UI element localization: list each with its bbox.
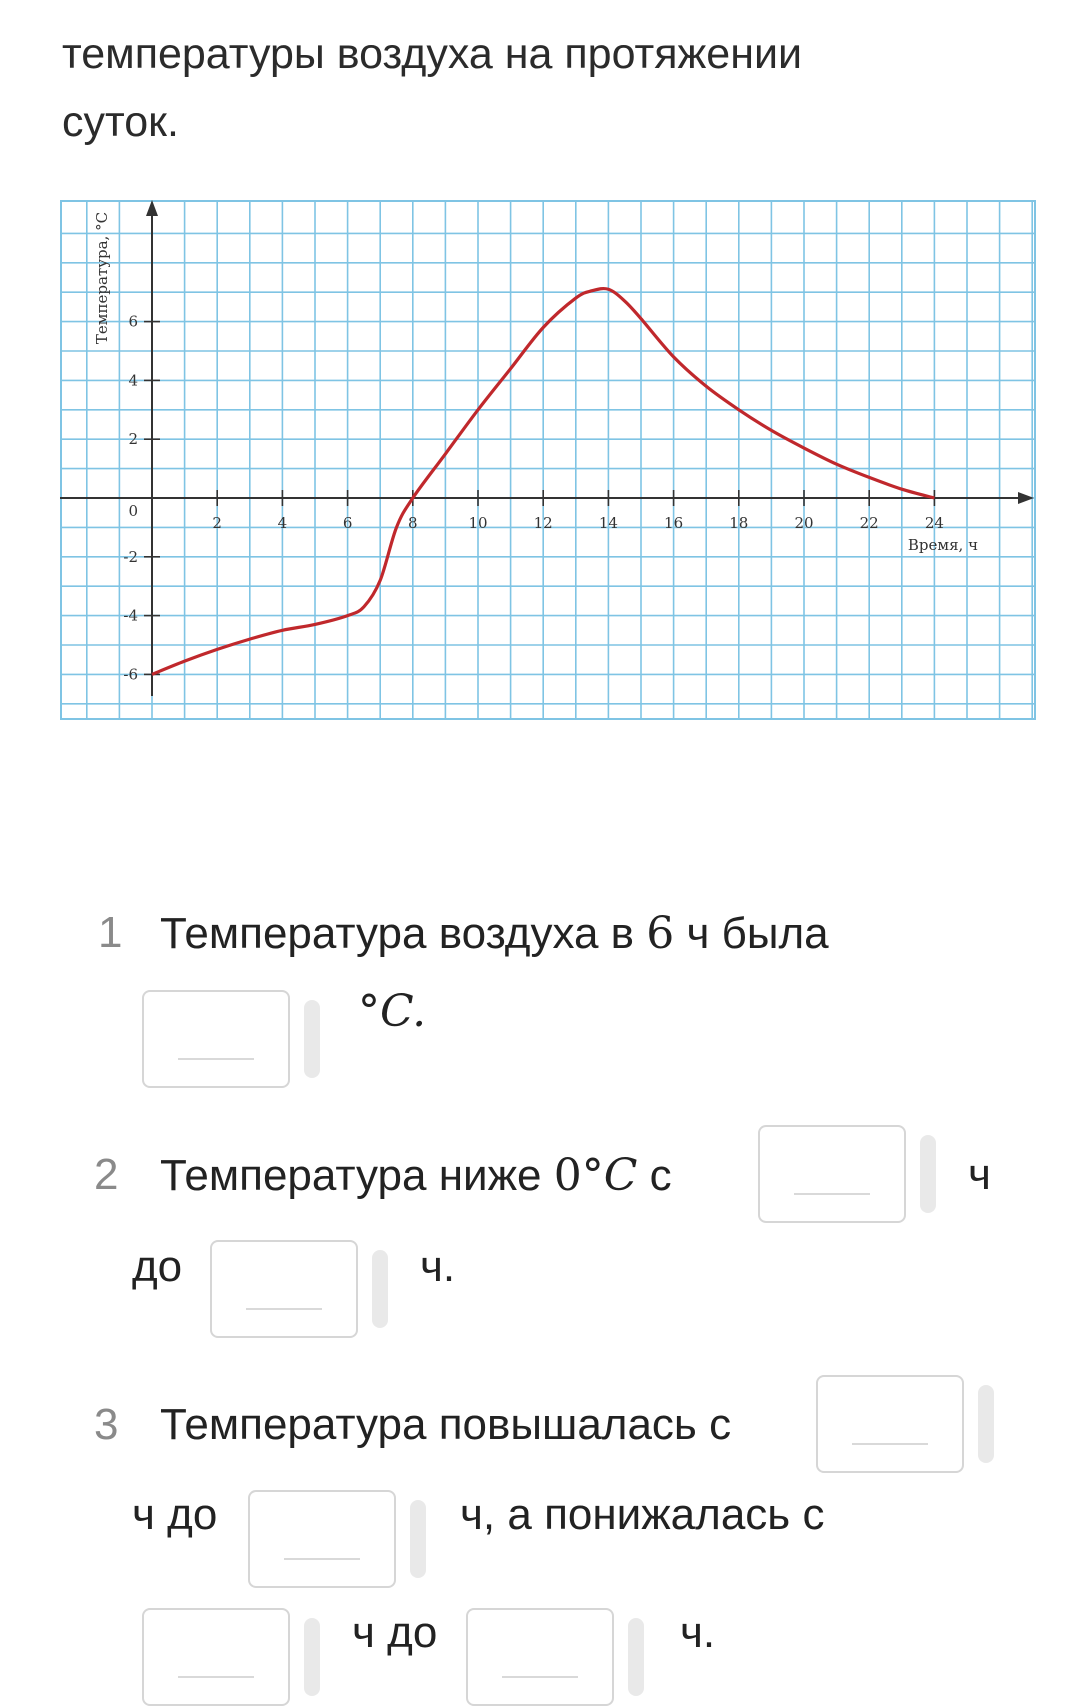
x-tick-label: 12 xyxy=(534,514,553,532)
question-3-number: 3 xyxy=(94,1400,118,1450)
x-tick-label: 6 xyxy=(343,514,353,532)
q2-to-handle[interactable] xyxy=(372,1250,388,1328)
temperature-chart xyxy=(60,200,1036,720)
y-tick-label: -6 xyxy=(123,665,138,683)
question-1-text xyxy=(160,908,829,959)
q2-text-c: ч xyxy=(968,1150,991,1200)
intro-text xyxy=(62,20,1022,156)
chart-grid xyxy=(60,200,1036,720)
q3-text-b: ч до xyxy=(132,1490,217,1540)
q3-rise-to-handle[interactable] xyxy=(410,1500,426,1578)
y-axis-label: Температура, °С xyxy=(93,212,111,344)
x-tick-label: 8 xyxy=(408,514,418,532)
intro-line-2: суток. xyxy=(62,88,1022,156)
q2-text-a: Температура ниже xyxy=(160,1151,542,1200)
q2-from-placeholder-line xyxy=(794,1193,870,1195)
q2-math-zero: 0 xyxy=(554,1150,582,1201)
q1-answer-placeholder-line xyxy=(178,1058,254,1060)
x-tick-label: 4 xyxy=(278,514,288,532)
q2-math-unit: °C xyxy=(582,1150,638,1201)
intro-line-1: температуры воздуха на протяжении xyxy=(62,20,1022,88)
x-tick-label: 18 xyxy=(729,514,748,532)
q1-math-hour: 6 xyxy=(646,908,674,959)
y-tick-label: -4 xyxy=(123,607,138,625)
q3-rise-from-input[interactable] xyxy=(816,1375,964,1473)
x-tick-label: 14 xyxy=(599,514,618,532)
q3-fall-from-placeholder-line xyxy=(178,1676,254,1678)
q1-unit: °C. xyxy=(358,986,426,1037)
q3-fall-from-handle[interactable] xyxy=(304,1618,320,1696)
q3-fall-from-input[interactable] xyxy=(142,1608,290,1706)
q3-text-e: ч. xyxy=(680,1608,715,1658)
q1-answer-handle[interactable] xyxy=(304,1000,320,1078)
x-tick-label: 22 xyxy=(860,514,879,532)
q2-to-placeholder-line xyxy=(246,1308,322,1310)
x-tick-label: 16 xyxy=(664,514,683,532)
grid-frame xyxy=(61,201,1035,719)
q2-from-handle[interactable] xyxy=(920,1135,936,1213)
y-tick-label: 2 xyxy=(128,430,138,448)
q3-rise-to-placeholder-line xyxy=(284,1558,360,1560)
q3-rise-from-placeholder-line xyxy=(852,1443,928,1445)
q2-from-input[interactable] xyxy=(758,1125,906,1223)
q1-text-b: ч была xyxy=(687,909,829,958)
q3-text-a: Температура повышалась с xyxy=(160,1400,731,1450)
q3-rise-from-handle[interactable] xyxy=(978,1385,994,1463)
q3-fall-to-placeholder-line xyxy=(502,1676,578,1678)
q3-text-d: ч до xyxy=(352,1608,437,1658)
q1-text-a: Температура воздуха в xyxy=(160,909,634,958)
x-tick-label: 2 xyxy=(212,514,222,532)
y-tick-label: 4 xyxy=(128,371,138,389)
q3-rise-to-input[interactable] xyxy=(248,1490,396,1588)
question-2-text xyxy=(160,1150,672,1201)
y-tick-label: 6 xyxy=(128,313,138,331)
q2-to-input[interactable] xyxy=(210,1240,358,1338)
x-axis-label: Время, ч xyxy=(908,536,978,554)
x-tick-label: 10 xyxy=(468,514,487,532)
y-tick-label: 0 xyxy=(128,502,138,520)
q3-text-c: ч, а понижалась с xyxy=(460,1490,824,1540)
q3-fall-to-input[interactable] xyxy=(466,1608,614,1706)
q2-text-d: до xyxy=(132,1242,182,1292)
x-tick-label: 24 xyxy=(925,514,944,532)
q2-text-b: с xyxy=(650,1151,672,1200)
q1-answer-input[interactable] xyxy=(142,990,290,1088)
q2-text-e: ч. xyxy=(420,1242,455,1292)
q3-fall-to-handle[interactable] xyxy=(628,1618,644,1696)
question-2-number: 2 xyxy=(94,1150,118,1200)
x-tick-label: 20 xyxy=(794,514,813,532)
question-1-number: 1 xyxy=(98,908,122,958)
y-tick-label: -2 xyxy=(123,548,138,566)
